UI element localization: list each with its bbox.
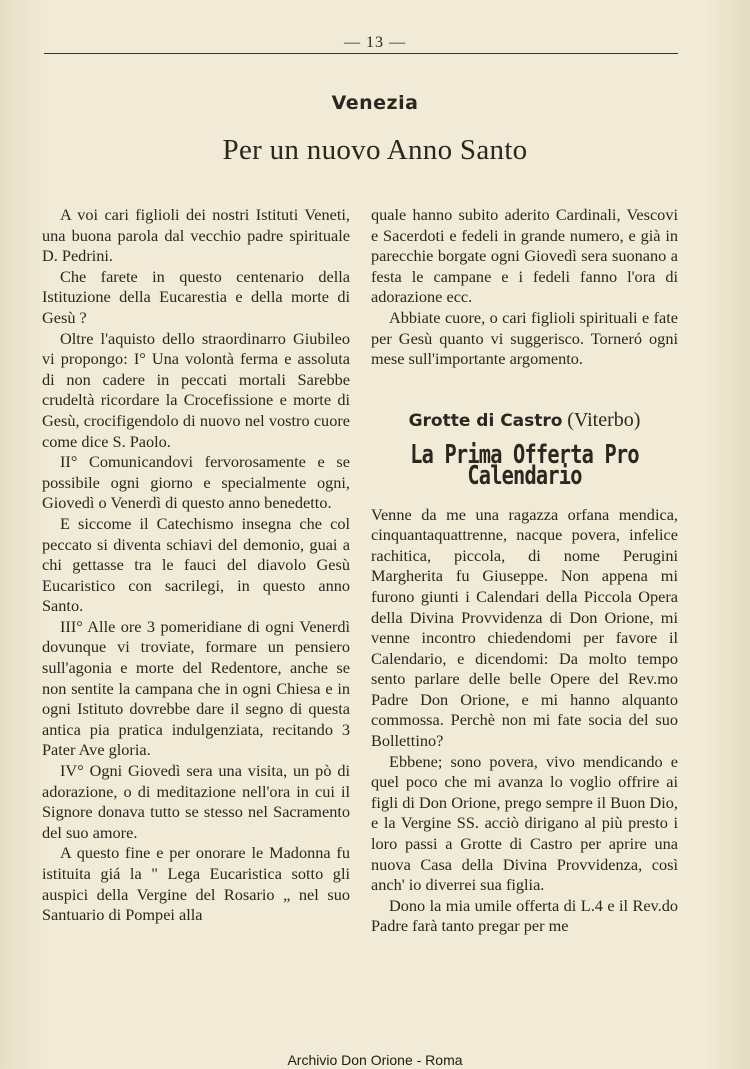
section-place: Grotte di Castro [408,410,563,431]
paragraph: Oltre l'aquisto dello straordinarro Giubileo vi propongo: I° Una volontà ferma e assoluta di non cadere in peccati mortali Sarebbe crudeltà ricordare la Crocefissione e morte di Gesù, crocifigendolo di nuovo nel vostro cuore come dice S. Paolo. [42,328,350,451]
paragraph: Che farete in questo centenario della Istituzione della Eucarestia e della morte di Gesù ? [42,266,350,327]
article-title: Per un nuovo Anno Santo [222,134,528,166]
paragraph: E siccome il Catechismo insegna che col peccato si diventa schiavi del demonio, guai a chi gettasse tra le fauci del diavolo Gesù Eucaristico con sacrilegi, in questo anno Santo. [42,513,350,616]
header-rule [44,53,678,54]
paragraph: Ebbene; sono povera, vivo mendicando e quel poco che mi avanza lo voglio offrire ai figli di Don Orione, prego sempre il Buon Dio, e la Vergine SS. acciò dirigano al più presto i loro passi a Grotte di Castro per aprire una nuova Casa della Divina Provvidenza, così anch' io diverrei sua figlia. [371,751,678,895]
location-title: Venezia [331,92,419,114]
page-number: — 13 — [344,34,406,51]
paragraph: A voi cari figlioli dei nostri Istituti Veneti, una buona parola dal vecchio padre spirituale D. Pedrini. [42,205,350,266]
paragraph: A questo fine e per onorare le Madonna fu istituita giá la " Lega Eucaristica sotto gli auspici della Vergine del Rosario „ nel suo Santuario di Pompei alla [42,843,350,925]
paragraph: Abbiate cuore, o cari figlioli spirituali e fate per Gesù quanto vi suggerisco. Torneró ogni mese sull'importante argomento. [371,307,678,369]
left-column [42,205,350,926]
paragraph: III° Alle ore 3 pomeridiane di ogni Venerdì dovunque vi troviate, formare un pensiero sull'agonia e morte del Redentore, anche se non sentite la campana che in ogni Chiesa e in ogni Istituto dovrebbe dare il segno di questa antica pia pratica indulgenziata, recitando 3 Pater Ave gloria. [42,616,350,760]
archive-footer: Archivio Don Orione - Roma [287,1052,463,1068]
paragraph: Dono la mia umile offerta di L.4 e il Rev.do Padre farà tanto pregar per me [371,895,678,936]
section-heading [371,410,678,432]
right-column [371,205,678,937]
paragraph: Venne da me una ragazza orfana mendica, cinquantaquattrenne, nacque povera, infelice rachitica, piccola, di nome Perugini Margherita fu Giuseppe. Non appena mi furono giunti i Calendari della Piccola Opera della Divina Provvidenza di Don Orione, mi venne incontro chiedendomi per favore il Calendario, e dicendomi: Da molto tempo sento parlare delle belle Opere del Rev.mo Padre Don Orione, e mi hanno alquanto commossa. Perchè non mi fate socia del suo Bollettino? [371,504,678,751]
section-subtitle: La Prima Offerta Pro Calendario [410,440,639,491]
section-region: (Viterbo) [567,408,641,431]
paragraph: quale hanno subito aderito Cardinali, Vescovi e Sacerdoti e fedeli in grande numero, e già in parecchie borgate ogni Giovedì sera suonano a festa le campane e i fedeli fanno l'ora di adorazione ecc. [371,205,678,307]
paragraph: II° Comunicandovi fervorosamente e se possibile ogni giorno e specialmente ogni, Giovedì o Venerdì di questo anno benedetto. [42,452,350,513]
paragraph: IV° Ogni Giovedì sera una visita, un pò di adorazione, o di meditazione nell'ora in cui il Signore donava tutto se stesso nel Sacramento del suo amore. [42,761,350,842]
